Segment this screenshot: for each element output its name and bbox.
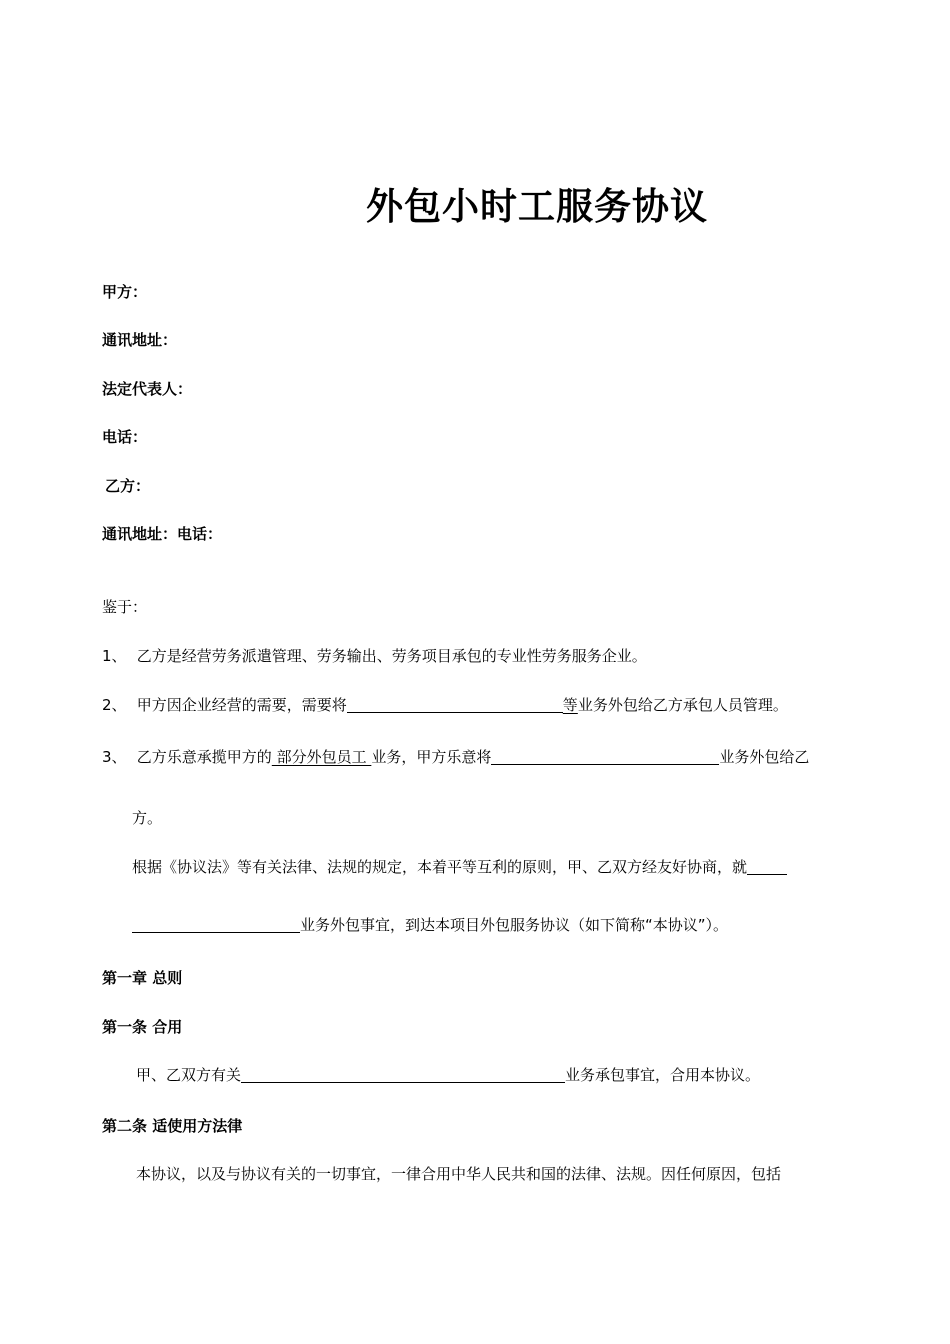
fill-in-blank[interactable]: [491, 748, 719, 765]
whereas-label: 鉴于：: [102, 598, 148, 616]
legal-representative-label: 法定代表人：: [102, 380, 193, 398]
item-text-mid: 业务，甲方乐意将: [371, 748, 492, 766]
basis-paragraph-line-2: [132, 915, 728, 935]
item-underlined-text: 等: [562, 696, 578, 714]
party-a-phone-label: 电话：: [102, 428, 148, 446]
party-a-label: 甲方：: [102, 283, 148, 301]
item-number: 3、: [102, 748, 127, 766]
article-text-before: 甲、乙双方有关: [136, 1066, 242, 1084]
article-2-text: 本协议，以及与协议有关的一切事宜，一律合用中华人民共和国的法律、法规。因任何原因，包括: [136, 1165, 782, 1183]
whereas-item-3-continuation: 方。: [132, 809, 163, 827]
item-text-before: 乙方乐意承揽甲方的: [136, 748, 272, 766]
party-a-address-label: 通讯地址：: [102, 331, 178, 349]
whereas-item-1: [102, 646, 647, 666]
article-1-heading: 第一条 合用: [102, 1018, 183, 1036]
item-text: 乙方是经营劳务派遣管理、劳务输出、劳务项目承包的专业性劳务服务企业。: [136, 647, 647, 665]
chapter-1-heading: 第一章 总则: [102, 969, 183, 987]
item-text-after: 业务外包给乙方承包人员管理。: [577, 696, 788, 714]
article-1-text: [136, 1065, 760, 1085]
whereas-item-2: [102, 695, 788, 715]
basis-text: 业务外包事宜，到达本项目外包服务协议（如下简称“本协议”）。: [300, 916, 729, 934]
fill-in-blank[interactable]: [347, 696, 563, 713]
article-2-heading: 第二条 适使用方法律: [102, 1117, 243, 1135]
whereas-item-3: [102, 747, 809, 767]
item-number: 1、: [102, 647, 127, 665]
item-underlined-text: 部分外包员工: [271, 748, 372, 766]
party-b-label: 乙方：: [105, 477, 151, 495]
item-text-before: 甲方因企业经营的需要，需要将: [136, 696, 347, 714]
item-number: 2、: [102, 696, 127, 714]
fill-in-blank[interactable]: [132, 916, 300, 933]
fill-in-blank[interactable]: [241, 1066, 565, 1083]
basis-text: 根据《协议法》等有关法律、法规的规定，本着平等互利的原则，甲、乙双方经友好协商，就: [132, 858, 748, 876]
basis-paragraph-line-1: [132, 857, 787, 877]
item-text-after: 业务外包给乙: [719, 748, 810, 766]
party-b-address-phone-label: 通讯地址：电话：: [102, 525, 223, 543]
fill-in-blank[interactable]: [747, 858, 787, 875]
document-title: 外包小时工服务协议: [366, 185, 708, 228]
article-text-after: 业务承包事宜，合用本协议。: [565, 1066, 761, 1084]
